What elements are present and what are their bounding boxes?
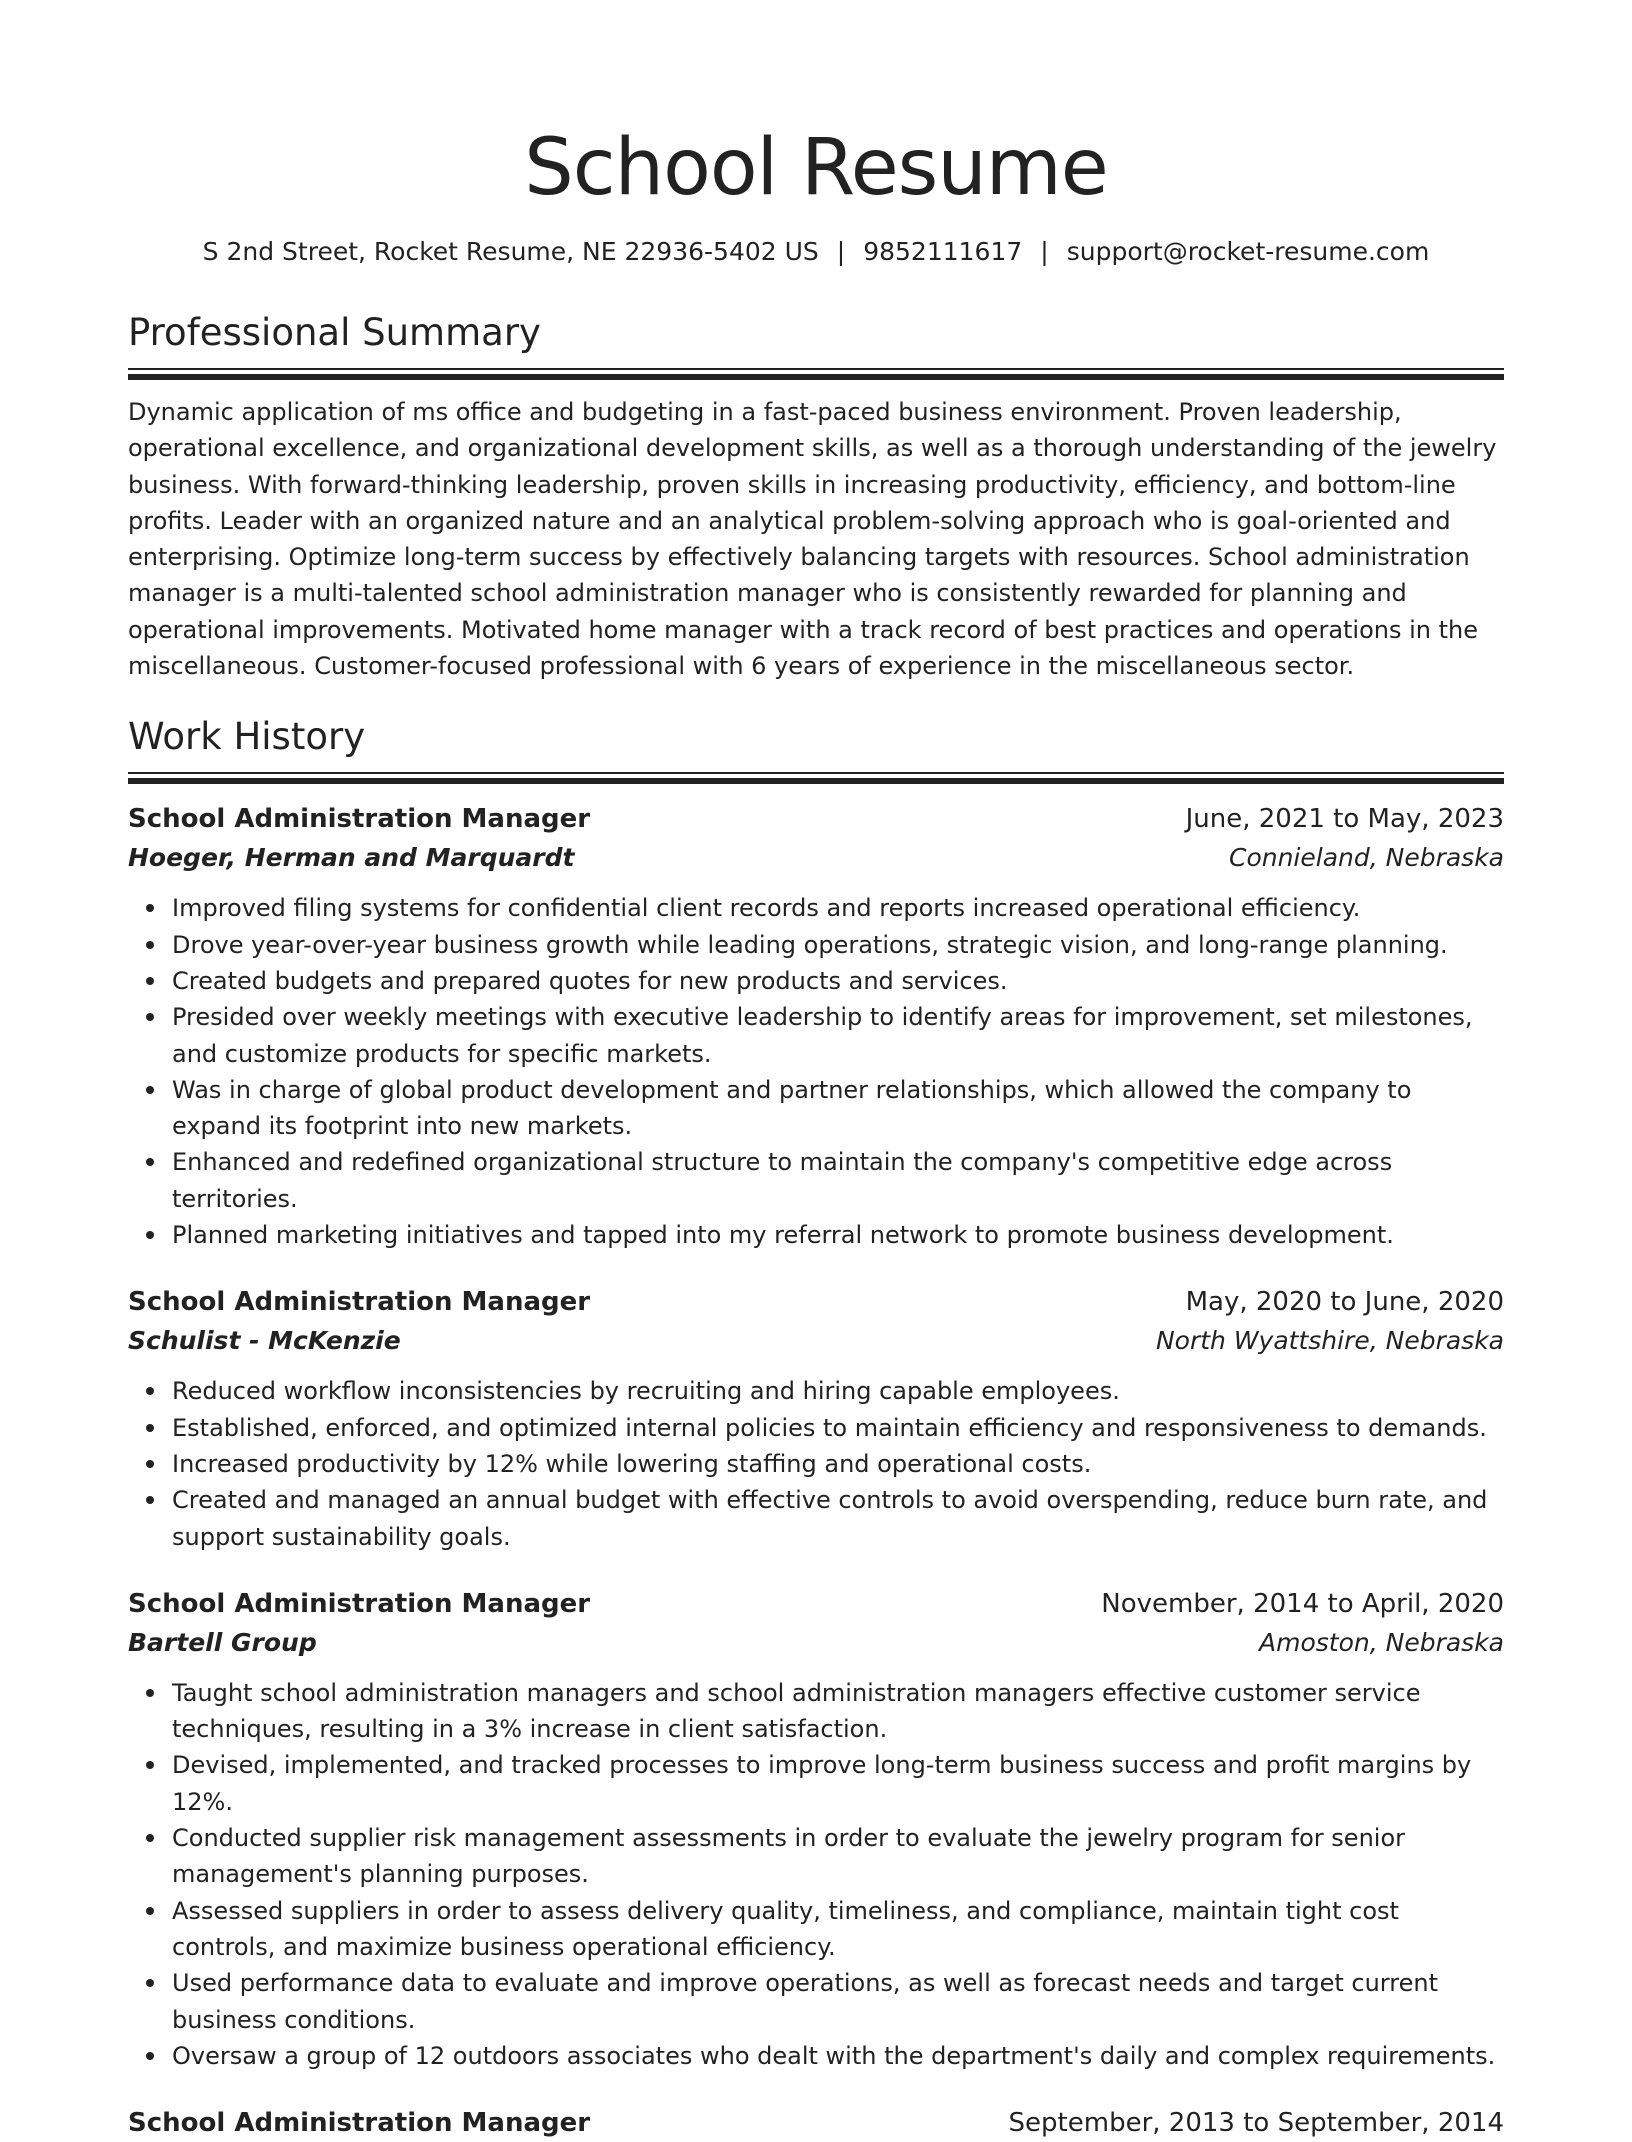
- contact-line: [128, 234, 1504, 270]
- job-dates: May, 2020 to June, 2020: [1185, 1287, 1504, 1318]
- job-company: Schulist - McKenzie: [128, 1326, 401, 1356]
- job-entry: [128, 2104, 1504, 2142]
- job-bullet: Oversaw a group of 12 outdoors associates who dealt with the department's daily and complex requirements.: [172, 2038, 1504, 2074]
- job-bullet: Was in charge of global product development and partner relationships, which allowed the company to expand its footprint into new markets.: [172, 1072, 1504, 1145]
- job-header-row: [128, 800, 1504, 838]
- summary-text: Dynamic application of ms office and budgeting in a fast-paced business environment. Proven leadership, operational excellence, and organizational development skills, as well as a thorough understanding of the jewelry business. With forward-thinking leadership, proven skills in increasing productivity, efficiency, and bottom-line profits. Leader with an organized nature and an analytical problem-solving approach who is goal-oriented and enterprising. Optimize long-term success by effectively balancing targets with resources. School administration manager is a multi-talented school administration manager who is consistently rewarded for planning and operational improvements. Motivated home manager with a track record of best practices and operations in the miscellaneous. Customer-focused professional with 6 years of experience in the miscellaneous sector.: [128, 398, 1497, 681]
- job-dates: November, 2014 to April, 2020: [1101, 1588, 1504, 1619]
- job-header-row: [128, 1283, 1504, 1321]
- job-location: Connieland, Nebraska: [1228, 843, 1504, 873]
- job-bullet: Planned marketing initiatives and tapped into my referral network to promote business development.: [172, 1217, 1504, 1253]
- job-bullet: Used performance data to evaluate and improve operations, as well as forecast needs and target current business conditions.: [172, 1965, 1504, 2038]
- contact-address: S 2nd Street, Rocket Resume, NE 22936-5402 US: [202, 237, 819, 266]
- contact-separator: |: [836, 237, 846, 266]
- job-title: School Administration Manager: [128, 804, 591, 835]
- job-bullets: [128, 890, 1504, 1253]
- job-title: School Administration Manager: [128, 1588, 591, 1619]
- job-company-row: [128, 838, 1504, 878]
- job-bullets: [128, 1373, 1504, 1554]
- job-title: School Administration Manager: [128, 2108, 591, 2139]
- job-bullet: Created budgets and prepared quotes for new products and services.: [172, 963, 1504, 999]
- job-bullet: Presided over weekly meetings with executive leadership to identify areas for improvement, set milestones, and customize products for specific markets.: [172, 999, 1504, 1072]
- section-title-summary: Professional Summary: [128, 311, 541, 354]
- contact-email: support@rocket-resume.com: [1066, 237, 1430, 266]
- contact-separator: |: [1040, 237, 1049, 266]
- job-bullet: Devised, implemented, and tracked processes to improve long-term business success and profit margins by 12%.: [172, 1747, 1504, 1820]
- job-dates: September, 2013 to September, 2014: [1008, 2108, 1504, 2139]
- job-bullet: Reduced workflow inconsistencies by recruiting and hiring capable employees.: [172, 1373, 1504, 1409]
- job-header-row: [128, 2104, 1504, 2142]
- job-company: Hoeger, Herman and Marquardt: [128, 843, 575, 873]
- job-bullet: Created and managed an annual budget with effective controls to avoid overspending, reduce burn rate, and support sustainability goals.: [172, 1482, 1504, 1555]
- job-bullet: Taught school administration managers and school administration managers effective customer service techniques, resulting in a 3% increase in client satisfaction.: [172, 1675, 1504, 1748]
- job-bullets: [128, 1675, 1504, 2074]
- job-company-row: [128, 1623, 1504, 1663]
- job-bullet: Established, enforced, and optimized internal policies to maintain efficiency and responsiveness to demands.: [172, 1410, 1504, 1446]
- job-bullet: Enhanced and redefined organizational structure to maintain the company's competitive edge across territories.: [172, 1144, 1504, 1217]
- job-entry: [128, 1585, 1504, 2074]
- job-bullet: Drove year-over-year business growth while leading operations, strategic vision, and long-range planning.: [172, 927, 1504, 963]
- job-bullet: Conducted supplier risk management assessments in order to evaluate the jewelry program for senior management's planning purposes.: [172, 1820, 1504, 1893]
- job-company-row: [128, 1321, 1504, 1361]
- resume-page: [128, 0, 1504, 2142]
- job-location: North Wyattshire, Nebraska: [1155, 1326, 1504, 1356]
- section-title-work-history: Work History: [128, 715, 366, 759]
- job-dates: June, 2021 to May, 2023: [1185, 804, 1504, 835]
- job-entry: [128, 800, 1504, 1253]
- job-bullet: Assessed suppliers in order to assess delivery quality, timeliness, and compliance, maintain tight cost controls, and maximize business operational efficiency.: [172, 1893, 1504, 1966]
- job-location: Amoston, Nebraska: [1259, 1627, 1504, 1657]
- resume-name: School Resume: [524, 123, 1108, 213]
- section-divider: [128, 772, 1504, 782]
- job-title: School Administration Manager: [128, 1287, 591, 1318]
- job-bullet: Improved filing systems for confidential client records and reports increased operational efficiency.: [172, 890, 1504, 926]
- job-header-row: [128, 1585, 1504, 1623]
- job-entry: [128, 1283, 1504, 1554]
- job-bullet: Increased productivity by 12% while lowering staffing and operational costs.: [172, 1446, 1504, 1482]
- contact-phone: 9852111617: [863, 237, 1023, 266]
- section-divider: [128, 368, 1504, 378]
- job-company: Bartell Group: [128, 1627, 317, 1657]
